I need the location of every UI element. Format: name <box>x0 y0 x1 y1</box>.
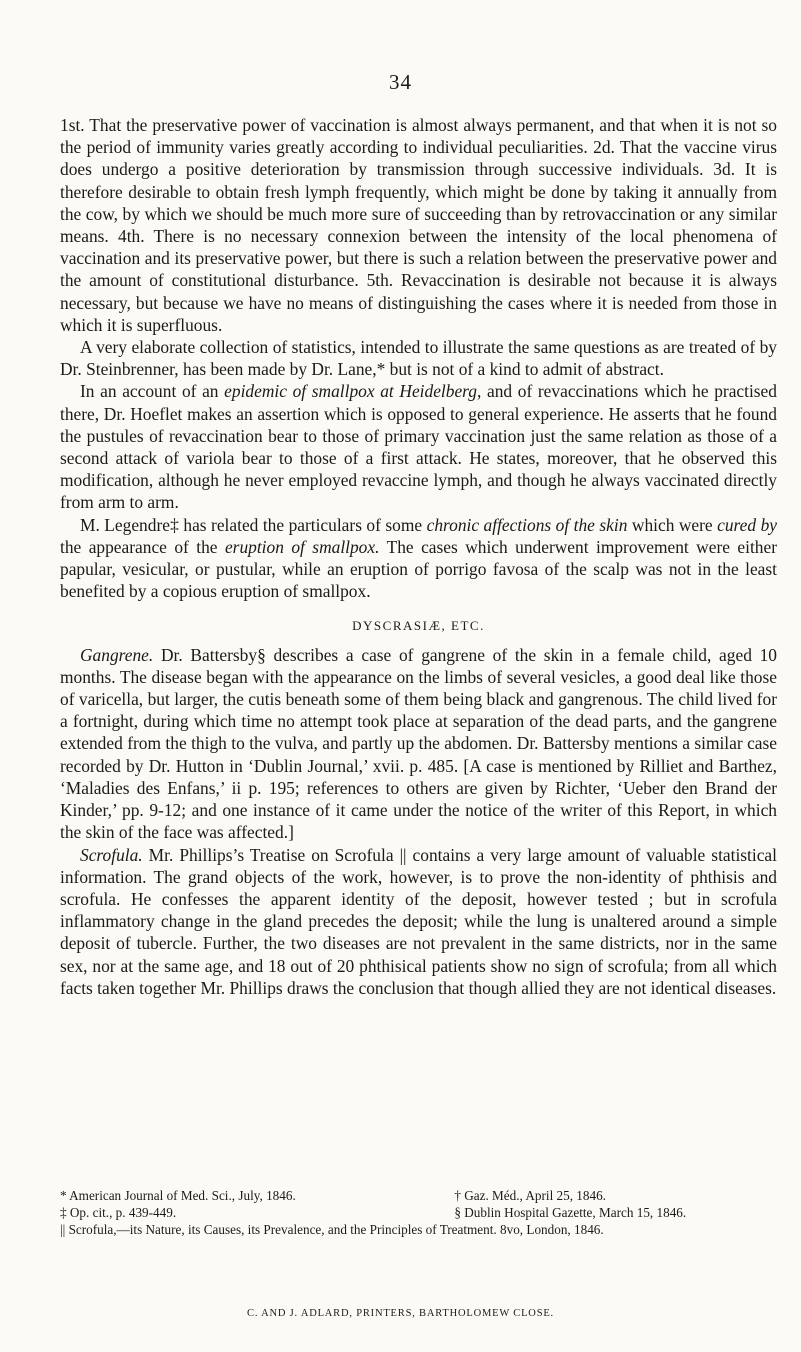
footnote-row <box>60 1204 777 1221</box>
footnote-row <box>60 1187 777 1204</box>
footnote: || Scrofula,—its Nature, its Causes, its Prevalence, and the Principles of Treatment. 8vo, London, 1846. <box>60 1222 604 1238</box>
emphasis-text: chronic affections of the skin <box>426 514 628 535</box>
paragraph-legendre: M. Legendre‡ has related the particulars of some chronic affections of the skin which were cured by the appearance of the eruption of smallpox. The cases which underwent improvement were either papular, vesicular, or pustular, while an eruption of porrigo favosa of the scalp was not in the least benefited by a copious eruption of smallpox. <box>60 514 777 602</box>
printer-imprint: C. AND J. ADLARD, PRINTERS, BARTHOLOMEW CLOSE. <box>247 1308 554 1319</box>
paragraph-conclusions: 1st. That the preservative power of vaccination is almost always permanent, and that when it is not so the period of immunity varies greatly according to individual peculiarities. 2d. That the vaccine virus does undergo a positive deterioration by transmission through successive individuals. 3d. It is therefore desirable to obtain fresh lymph frequently, which might be done by taking it annually from the cow, by which we should be much more sure of succeeding than by retrovaccination or any similar means. 4th. There is no necessary connexion between the intensity of the local phenomena of vaccination and its preservative power, but there is such a relation between the preservative power and the amount of constitutional disturbance. 5th. Revaccination is desirable not because it is always necessary, but because we have no means of distinguishing the cases where it is needed from those in which it is superfluous. <box>60 115 777 335</box>
footnotes <box>60 1187 777 1239</box>
paragraph-gangrene: Gangrene. Dr. Battersby§ describes a case of gangrene of the skin in a female child, aged 10 months. The disease began with the appearance on the limbs of several vesicles, a good deal like those of varicella, but larger, the cutis beneath some of them being black and gangrenous. The child lived for a fortnight, during which time no attempt took place at separation of the dead parts, and the gangrene extended from the thigh to the vulva, and partly up the abdomen. Dr. Battersby mentions a similar case recorded by Dr. Hutton in ‘Dublin Journal,’ xvii. p. 485. [A case is mentioned by Rilliet and Barthez, ‘Maladies des Enfans,’ ii p. 195; references to others are given by Richter, ‘Ueber den Brand der Kinder,’ pp. 9-12; and one instance of it came under the notice of the writer of this Report, in which the skin of the face was affected.] <box>60 644 777 843</box>
emphasis-text: epidemic of smallpox at Heidelberg <box>224 381 477 402</box>
paragraph-lead: Scrofula. <box>80 844 143 865</box>
paragraph-lane-statistics: A very elaborate collection of statistics, intended to illustrate the same questions as are treated of by Dr. Steinbrenner, has been made by Dr. Lane,* but is not of a kind to admit of abstract. <box>60 337 777 380</box>
footnote: † Gaz. Méd., April 25, 1846. <box>454 1188 606 1203</box>
paragraph-heidelberg-epidemic: In an account of an epidemic of smallpox at Heidelberg, and of revaccinations which he practised there, Dr. Hoeflet makes an assertion which is opposed to general experience. He asserts that he found the pustules of revaccination bear to those of primary vaccination just the same relation as those of a second attack of variola bear to those of a first attack. He states, moreover, that he observed this modification, although he never employed revaccine lymph, and though he always vaccinated directly from arm to arm. <box>60 381 777 513</box>
footnote: * American Journal of Med. Sci., July, 1846. <box>60 1188 296 1203</box>
paragraph-scrofula: Scrofula. Mr. Phillips’s Treatise on Scrofula || contains a very large amount of valuable statistical information. The grand objects of the work, however, is to prove the non-identity of phthisis and scrofula. He confesses the apparent identity of the deposit, however tested ; but in scrofula inflammatory change in the gland precedes the deposit; while the lung is unaltered around a simple deposit of tubercle. Further, the two diseases are not prevalent in the same districts, nor in the same sex, nor at the same age, and 18 out of 20 phthisical patients show no sign of scrofula; from all which facts taken together Mr. Phillips draws the conclusion that though allied they are not identical diseases. <box>60 844 777 998</box>
footnote: ‡ Op. cit., p. 439-449. <box>60 1205 177 1221</box>
emphasis-text: cured by <box>717 514 777 535</box>
section-heading: DYSCRASIÆ, ETC. <box>352 618 485 634</box>
footnote: § Dublin Hospital Gazette, March 15, 1846. <box>454 1205 687 1221</box>
page-number: 34 <box>389 70 412 94</box>
emphasis-text: eruption of smallpox. <box>224 536 380 557</box>
paragraph-lead: Gangrene. <box>80 644 154 665</box>
body-text <box>60 114 777 999</box>
